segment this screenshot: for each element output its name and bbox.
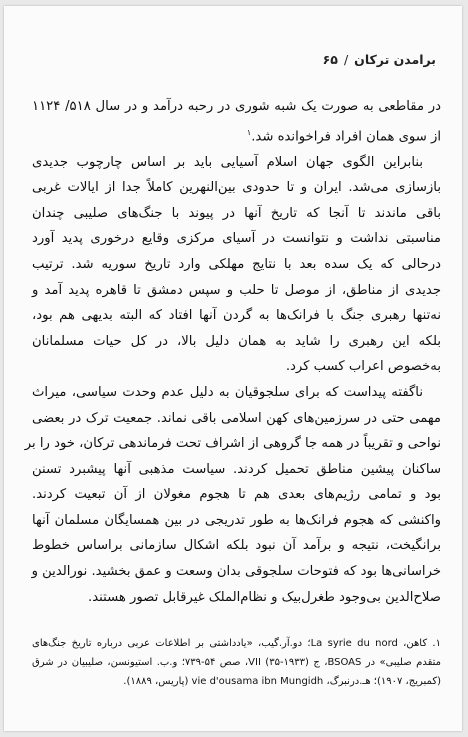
footnote-line: (کمبریج، ۱۹۰۷)؛ هـ.درنبرگ، vie d'ousama ibn Mungidh (پاریس، ۱۸۸۹). [123,676,441,687]
text-line: بازسازی می‌شد. ایران و تا حدودی بین‌النهرین کاملاً جدا از ایالات غربی [32,180,441,196]
text-line: به‌خصوص اعراب کسب کرد. [285,359,441,375]
text-line: مهمی حتی در سرزمین‌های کهن اسلامی باقی نماند. جمعیت ترک در بعضی [32,410,441,426]
footnotes [32,634,441,691]
text-line: برانگیخت، نتیجه و برآمد آن نبود بلکه اشکال سازمانی براساس خطوط [32,538,441,554]
text-line [32,120,441,150]
running-header [323,52,436,67]
header-title: برامدن ترکان [354,52,436,67]
text-line: خراسانی‌ها بود که فتوحات سلجوقی بدان وسعت و عمق بخشید. نورالدین و [31,564,441,580]
text-line: واکنشی که هجوم فرانک‌ها به طور تدریجی در بین همسایگان مسلمان آنها [32,512,441,528]
header-separator: / [343,52,349,67]
text-line: ناگفته پیداست که برای سلجوقیان به دلیل عدم وحدت سیاسی، میراث [32,384,423,400]
text-line: نه‌تنها رهبری جنگ با فرانک‌ها به گردن آنها افتاد که البته بدیهی هم بود، [32,308,441,324]
text-line: صلاح‌الدین بی‌وجود طغرل‌بیک و نظام‌الملک غیرقابل تصور هستند. [88,589,441,605]
footnote-line: متقدم صلیبی» در BSOAS، ج VII (۳۵-۱۹۳۳)، صص ۵۴-۷۳۹؛ و.ب. استیونسن، صلیبیان در شرق [32,657,442,668]
text-line: بنابراین الگوی جهان اسلام آسیایی باید بر اساس چارچوب جدیدی [32,154,423,170]
text-line: بود و تمامی رژیم‌های بعدی هم تا هجوم مغولان از آن تبعیت کردند. [32,487,441,503]
book-page [4,6,462,731]
text-line: ساکنان پیشین مناطق تحمیل کردند. سیاست مذهبی آنها پیشبرد تسنن [32,461,441,477]
text-line: نواحی و تقریباً در همه جا گروهی از اشراف تحت فرماندهی ترکان، خود را بر [24,436,441,452]
text-line: باقی ماندند تا آنجا که تاریخ آنها در پیوند با جنگ‌های صلیبی چندان [32,205,441,221]
text-line: در مقاطعی به صورت یک شبه شوری در رحبه درآمد و در سال ۵۱۸/ ۱۱۲۴ [32,99,441,114]
text-line: بلکه این رهبری را شاید به همان دلیل بالا، در کل حیات مسلمانان [32,333,441,349]
text-line: جدیدی از مناطق، از موصل تا حلب و سپس دمشق تا قاهره پدید آمد و [32,282,441,298]
footnote-reference: ۱ [246,127,252,137]
text-line: درحالی که یک سده بعد با نتایج مهلکی وارد تاریخ سوریه شد. ترتیب [32,256,441,272]
footnote-line: ۱. کاهن، La syrie du nord؛ دو.آر.گیب، «یادداشتی بر اطلاعات عربی درباره تاریخ جنگ‌های [32,638,441,649]
text-line-content: از سوی همان افراد فراخوانده شد. [251,128,441,144]
main-text [24,94,441,610]
text-line: مناسبتی نداشت و نتوانست در آسیای مرکزی وقایع درخوری پدید آورد [32,231,441,247]
page-number: ۶۵ [322,52,338,67]
